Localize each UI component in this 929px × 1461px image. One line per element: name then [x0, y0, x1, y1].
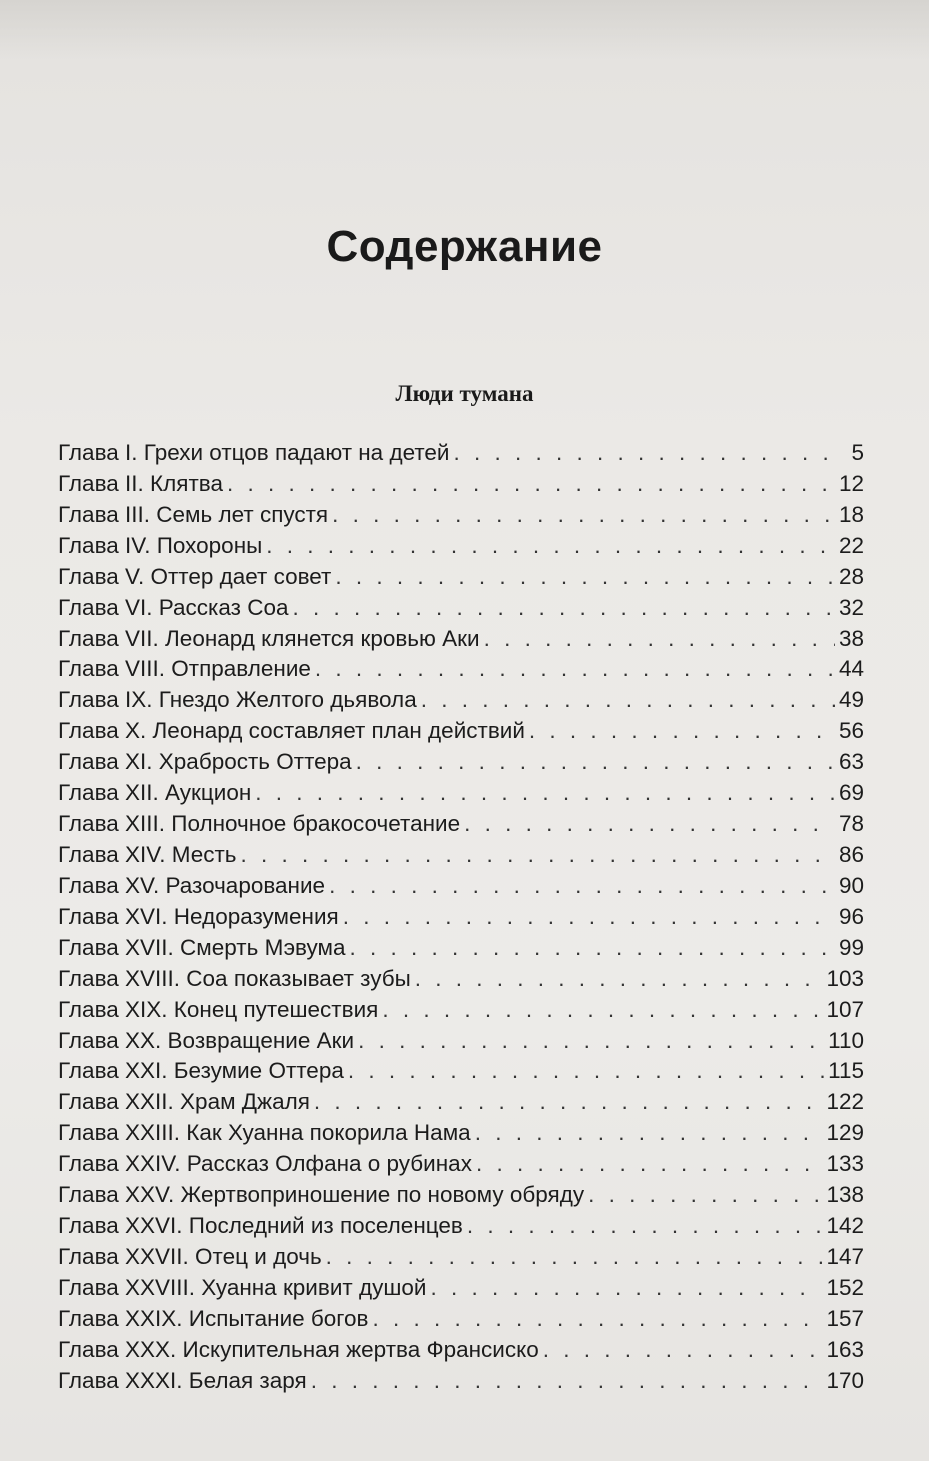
toc-entry — [58, 1149, 864, 1180]
toc-entry — [58, 871, 864, 902]
toc-entry — [58, 902, 864, 933]
chapter-title: Глава XXIII. Как Хуанна покорила Нама — [58, 1120, 471, 1146]
dot-leader — [332, 500, 835, 531]
dot-leader — [227, 469, 835, 500]
page-number: 63 — [838, 749, 864, 775]
toc-entry — [58, 778, 864, 809]
dot-leader — [348, 1056, 824, 1087]
chapter-title: Глава VIII. Отправление — [58, 656, 311, 682]
page-number: 5 — [851, 440, 864, 465]
chapter-title: Глава XVIII. Соа показывает зубы — [58, 965, 411, 991]
page-number: 133 — [826, 1151, 864, 1177]
page-number: 78 — [838, 811, 864, 837]
chapter-title: Глава III. Семь лет спустя — [58, 501, 329, 527]
chapter-title: Глава XXVII. Отец и дочь — [58, 1243, 322, 1269]
toc-entry — [58, 747, 864, 778]
chapter-title: Глава XXI. Безумие Оттера — [58, 1058, 344, 1084]
chapter-title: Глава X. Леонард составляет план действий — [58, 718, 525, 744]
toc-entry — [58, 840, 864, 871]
toc-entry — [58, 1335, 864, 1366]
chapter-title: Глава XX. Возвращение Аки — [58, 1027, 355, 1053]
page-number: 44 — [838, 656, 864, 682]
dot-leader — [415, 964, 823, 995]
chapter-title: Глава XIII. Полночное бракосочетание — [58, 811, 461, 837]
page-number: 22 — [838, 532, 864, 558]
dot-leader — [356, 747, 835, 778]
chapter-title: Глава XXX. Искупительная жертва Франсиско — [58, 1336, 539, 1362]
page-number: 138 — [826, 1182, 864, 1208]
toc-entry — [58, 1056, 864, 1087]
chapter-title: Глава XVII. Смерть Мэвума — [58, 934, 346, 960]
dot-leader — [266, 531, 835, 562]
page-number: 12 — [838, 470, 864, 496]
toc-entry — [58, 716, 864, 747]
chapter-title: Глава XI. Храбрость Оттера — [58, 749, 352, 775]
dot-leader — [350, 933, 835, 964]
toc-entry — [58, 1026, 864, 1057]
toc-entry — [58, 933, 864, 964]
chapter-title: Глава XVI. Недоразумения — [58, 903, 339, 929]
page-number: 69 — [838, 780, 864, 806]
toc-entry — [58, 809, 864, 840]
dot-leader — [241, 840, 835, 871]
chapter-title: Глава XIX. Конец путешествия — [58, 996, 379, 1022]
dot-leader — [588, 1180, 822, 1211]
dot-leader — [293, 593, 835, 624]
page-number: 18 — [838, 501, 864, 527]
dot-leader — [421, 685, 835, 716]
page-number: 170 — [826, 1367, 864, 1393]
toc-entry — [58, 1304, 864, 1335]
chapter-title: Глава XIV. Месть — [58, 841, 237, 867]
dot-leader — [343, 902, 835, 933]
chapter-title: Глава XV. Разочарование — [58, 872, 326, 898]
toc-entry — [58, 531, 864, 562]
toc-entry — [58, 995, 864, 1026]
toc-entry — [58, 964, 864, 995]
chapter-title: Глава XXIX. Испытание богов — [58, 1305, 369, 1331]
page-number: 96 — [838, 903, 864, 929]
page-number: 152 — [826, 1274, 864, 1300]
page-number: 110 — [828, 1027, 864, 1053]
chapter-title: Глава II. Клятва — [58, 470, 223, 496]
page-number: 129 — [826, 1120, 864, 1146]
dot-leader — [484, 624, 835, 655]
chapter-title: Глава IX. Гнездо Желтого дьявола — [58, 687, 417, 713]
dot-leader — [475, 1118, 823, 1149]
chapter-title: Глава XII. Аукцион — [58, 780, 252, 806]
dot-leader — [255, 778, 835, 809]
toc-entry — [58, 685, 864, 716]
chapter-title: Глава VI. Рассказ Соа — [58, 594, 289, 620]
chapter-title: Глава XXVIII. Хуанна кривит душой — [58, 1274, 427, 1300]
dot-leader — [453, 438, 838, 469]
chapter-title: Глава XXVI. Последний из поселенцев — [58, 1213, 463, 1239]
page-number: 107 — [826, 996, 864, 1022]
page-number: 90 — [838, 872, 864, 898]
chapter-title: Глава VII. Леонард клянется кровью Аки — [58, 625, 480, 651]
toc-entry — [58, 1273, 864, 1304]
toc-entry — [58, 1211, 864, 1242]
page-number: 163 — [826, 1336, 864, 1362]
dot-leader — [529, 716, 835, 747]
page-number: 56 — [838, 718, 864, 744]
dot-leader — [326, 1242, 823, 1273]
toc-entry — [58, 1087, 864, 1118]
dot-leader — [382, 995, 822, 1026]
chapter-title: Глава V. Оттер дает совет — [58, 563, 332, 589]
dot-leader — [373, 1304, 823, 1335]
toc-entry — [58, 593, 864, 624]
page-number: 115 — [828, 1058, 864, 1084]
chapter-title: Глава XXXI. Белая заря — [58, 1367, 307, 1393]
chapter-title: Глава I. Грехи отцов падают на детей — [58, 440, 450, 465]
toc-entry — [58, 1242, 864, 1273]
chapter-title: Глава XXV. Жертвоприношение по новому обряду — [58, 1182, 585, 1208]
dot-leader — [467, 1211, 823, 1242]
toc-entry — [58, 562, 864, 593]
toc-entry — [58, 1366, 864, 1397]
page-number: 86 — [838, 841, 864, 867]
dot-leader — [543, 1335, 823, 1366]
toc-entry — [58, 469, 864, 500]
toc-entry — [58, 624, 864, 655]
toc-entry — [58, 654, 864, 685]
toc-entry — [58, 438, 864, 469]
table-of-contents — [58, 438, 864, 1397]
page-title: Содержание — [326, 222, 603, 271]
dot-leader — [314, 1087, 823, 1118]
page-number: 147 — [826, 1243, 864, 1269]
page-number: 122 — [826, 1089, 864, 1115]
chapter-title: Глава XXIV. Рассказ Олфана о рубинах — [58, 1151, 472, 1177]
part-title: Люди тумана — [395, 381, 534, 406]
page-number: 103 — [826, 965, 864, 991]
page-number: 157 — [826, 1305, 864, 1331]
dot-leader — [464, 809, 835, 840]
dot-leader — [335, 562, 835, 593]
toc-entry — [58, 500, 864, 531]
dot-leader — [476, 1149, 823, 1180]
page-number: 99 — [838, 934, 864, 960]
dot-leader — [315, 654, 835, 685]
chapter-title: Глава IV. Похороны — [58, 532, 263, 558]
toc-entry — [58, 1118, 864, 1149]
toc-entry — [58, 1180, 864, 1211]
page-number: 32 — [838, 594, 864, 620]
chapter-title: Глава XXII. Храм Джаля — [58, 1089, 310, 1115]
dot-leader — [430, 1273, 822, 1304]
show-through-shadow — [0, 0, 929, 60]
page-number: 142 — [826, 1213, 864, 1239]
page-number: 28 — [838, 563, 864, 589]
dot-leader — [358, 1026, 824, 1057]
page-number: 38 — [838, 625, 864, 651]
page-number: 49 — [838, 687, 864, 713]
dot-leader — [311, 1366, 823, 1397]
dot-leader — [329, 871, 835, 902]
